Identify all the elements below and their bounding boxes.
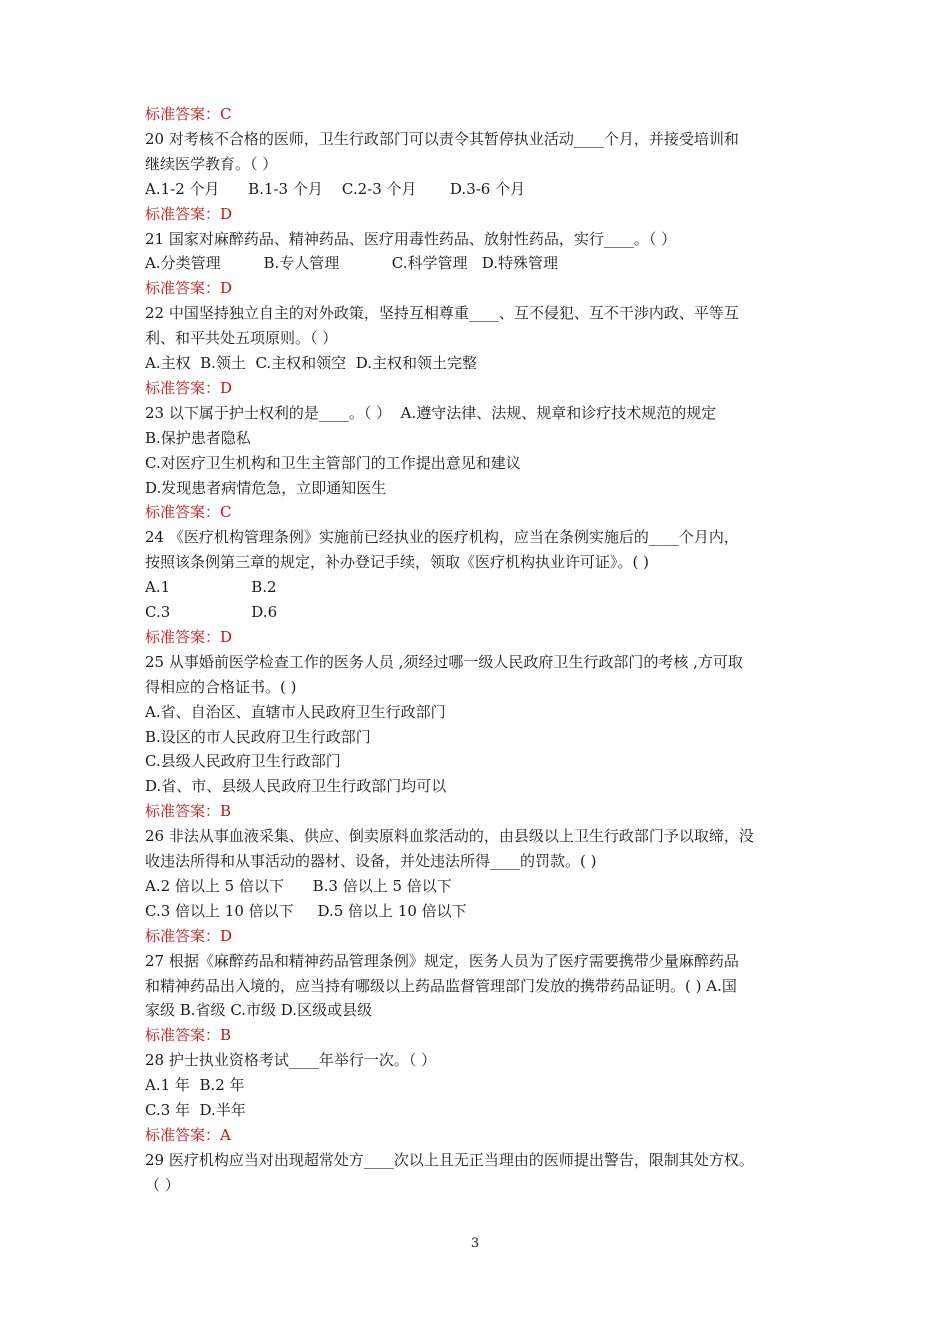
question-line: 25 从事婚前医学检查工作的医务人员 ,须经过哪一级人民政府卫生行政部门的考核 ,方可取: [145, 652, 743, 671]
question-line: D.省、市、县级人民政府卫生行政部门均可以: [145, 777, 447, 796]
question-line: A.2 倍以上 5 倍以下 B.3 倍以上 5 倍以下: [145, 876, 452, 895]
question-line: C.3 年 D.半年: [145, 1101, 246, 1119]
question-line: 27 根据《麻醉药品和精神药品管理条例》规定，医务人员为了医疗需要携带少量麻醉药品: [145, 951, 739, 970]
question-line: 29 医疗机构应当对出现超常处方____次以上且无正当理由的医师提出警告，限制其处方权。: [145, 1150, 754, 1169]
question-line: C.县级人民政府卫生行政部门: [145, 752, 341, 771]
answer-line: 标准答案：D: [145, 627, 233, 646]
question-line: D.发现患者病情危急，立即通知医生: [145, 478, 387, 497]
answer-line: 标准答案：B: [145, 802, 232, 821]
page-number: 3: [470, 1236, 480, 1251]
question-line: 得相应的合格证书。( ): [145, 677, 297, 696]
question-line: C.对医疗卫生机构和卫生主管部门的工作提出意见和建议: [145, 453, 521, 472]
question-line: C.3 倍以上 10 倍以下 D.5 倍以上 10 倍以下: [145, 901, 467, 920]
question-line: B.保护患者隐私: [145, 428, 251, 447]
question-line: A.1-2 个月 B.1-3 个月 C.2-3 个月 D.3-6 个月: [145, 179, 526, 198]
question-line: 26 非法从事血液采集、供应、倒卖原料血浆活动的，由县级以上卫生行政部门予以取缔，没: [145, 827, 754, 846]
question-line: 20 对考核不合格的医师，卫生行政部门可以责令其暂停执业活动____个月，并接受培训和: [145, 129, 739, 148]
question-line: 和精神药品出入境的，应当持有哪级以上药品监督管理部门发放的携带药品证明。( ) A.国: [145, 976, 737, 995]
question-line: 收违法所得和从事活动的器材、设备，并处违法所得____的罚款。( ): [145, 852, 597, 870]
answer-line: 标准答案：D: [145, 926, 233, 945]
question-line: 23 以下属于护士权利的是____。（ ） A.遵守法律、法规、规章和诊疗技术规范的规定: [145, 403, 717, 422]
question-line: A.1 年 B.2 年: [145, 1076, 245, 1095]
question-line: C.3 D.6: [145, 603, 278, 621]
question-line: 利、和平共处五项原则。（ ）: [145, 329, 338, 348]
question-line: A.省、自治区、直辖市人民政府卫生行政部门: [145, 702, 446, 721]
answer-line: 标准答案：B: [145, 1026, 232, 1045]
question-line: 22 中国坚持独立自主的对外政策，坚持互相尊重____、互不侵犯、互不干涉内政、平等互: [145, 304, 739, 323]
question-line: 按照该条例第三章的规定，补办登记手续，领取《医疗机构执业许可证》。( ): [145, 553, 649, 572]
answer-line: 标准答案：D: [145, 204, 233, 223]
question-line: B.设区的市人民政府卫生行政部门: [145, 727, 371, 746]
question-line: 24 《医疗机构管理条例》实施前已经执业的医疗机构，应当在条例实施后的____个月内，: [145, 528, 739, 547]
question-line: A.分类管理 B.专人管理 C.科学管理 D.特殊管理: [145, 254, 559, 273]
answer-line: 标准答案：C: [145, 105, 232, 123]
question-line: 家级 B.省级 C.市级 D.区级或县级: [145, 1001, 373, 1020]
answer-line: 标准答案：A: [145, 1125, 231, 1144]
question-line: A.主权 B.领土 C.主权和领空 D.主权和领土完整: [145, 354, 477, 372]
answer-line: 标准答案：D: [145, 279, 233, 298]
question-line: 28 护士执业资格考试____年举行一次。（ ）: [145, 1051, 437, 1070]
question-line: （ ）: [145, 1175, 180, 1194]
answer-line: 标准答案：C: [145, 503, 232, 522]
answer-line: 标准答案：D: [145, 378, 233, 397]
question-line: A.1 B.2: [145, 578, 277, 597]
question-line: 继续医学教育。（ ）: [145, 154, 278, 173]
question-line: 21 国家对麻醉药品、精神药品、医疗用毒性药品、放射性药品，实行____。（ ）: [145, 229, 677, 248]
